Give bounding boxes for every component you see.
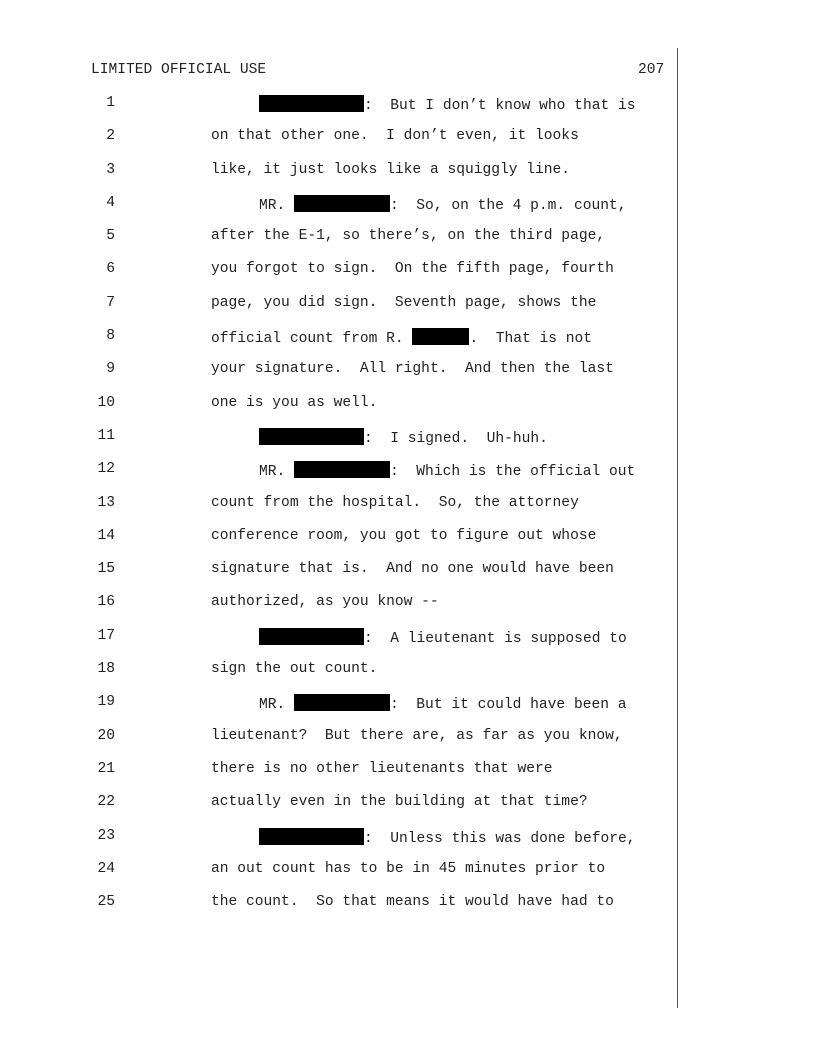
- line-number: 21: [97, 760, 115, 777]
- line-text-after-redaction: : But it could have been a: [390, 697, 627, 714]
- line-text: conference room, you got to figure out whose: [211, 527, 597, 544]
- transcript-line-18: [0, 661, 816, 694]
- line-text: [259, 95, 636, 114]
- speaker-prefix: MR.: [259, 464, 295, 481]
- line-text-after-redaction: : A lieutenant is supposed to: [364, 630, 627, 647]
- line-number: 7: [106, 294, 115, 311]
- line-text-after-redaction: . That is not: [469, 331, 593, 348]
- line-number: 5: [106, 228, 115, 245]
- line-text: you forgot to sign. On the fifth page, fourth: [211, 261, 614, 278]
- line-number: 11: [97, 427, 115, 444]
- line-text: authorized, as you know --: [211, 594, 439, 611]
- transcript-line-13: [0, 495, 816, 528]
- line-number: 23: [97, 827, 115, 844]
- transcript-line-10: [0, 395, 816, 428]
- line-text-after-redaction: : Which is the official out: [390, 464, 636, 481]
- redaction-block: [294, 694, 390, 711]
- line-number: 19: [97, 694, 115, 711]
- transcript-line-24: [0, 861, 816, 894]
- line-number: 16: [97, 594, 115, 611]
- line-text-after-redaction: : Unless this was done before,: [364, 830, 636, 847]
- transcript-line-12: [0, 461, 816, 494]
- transcript-line-17: [0, 628, 816, 661]
- transcript-line-9: [0, 361, 816, 394]
- line-number: 6: [106, 261, 115, 278]
- transcript-line-21: [0, 761, 816, 794]
- line-text-after-redaction: : I signed. Uh-huh.: [364, 430, 548, 447]
- line-number: 4: [106, 194, 115, 211]
- line-text: an out count has to be in 45 minutes prior to: [211, 860, 606, 877]
- speaker-prefix: MR.: [259, 697, 295, 714]
- line-text: [211, 328, 592, 347]
- line-text: the count. So that means it would have had to: [211, 894, 614, 911]
- line-text: [259, 195, 627, 214]
- redaction-block: [259, 828, 364, 845]
- classification-header: LIMITED OFFICIAL USE: [91, 62, 267, 78]
- line-text: count from the hospital. So, the attorney: [211, 494, 579, 511]
- line-text: sign the out count.: [211, 661, 378, 678]
- line-text: after the E-1, so there’s, on the third page,: [211, 228, 606, 245]
- line-text: lieutenant? But there are, as far as you know,: [211, 727, 623, 744]
- transcript-line-20: [0, 728, 816, 761]
- line-text: signature that is. And no one would have been: [211, 561, 614, 578]
- line-text: page, you did sign. Seventh page, shows the: [211, 294, 597, 311]
- transcript-line-11: [0, 428, 816, 461]
- transcript-line-1: [0, 95, 816, 128]
- line-number: 14: [97, 527, 115, 544]
- line-text: your signature. All right. And then the last: [211, 361, 614, 378]
- transcript-line-4: [0, 195, 816, 228]
- transcript-line-16: [0, 594, 816, 627]
- line-text: [259, 694, 627, 713]
- transcript-line-6: [0, 261, 816, 294]
- line-number: 1: [106, 95, 115, 111]
- line-number: 12: [97, 461, 115, 478]
- transcript-line-3: [0, 162, 816, 195]
- line-number: 24: [97, 860, 115, 877]
- line-number: 10: [97, 394, 115, 411]
- redaction-block: [294, 195, 390, 212]
- transcript-line-25: [0, 894, 816, 927]
- transcript-line-8: [0, 328, 816, 361]
- line-number: 8: [106, 328, 115, 345]
- line-text: there is no other lieutenants that were: [211, 760, 553, 777]
- transcript-line-15: [0, 561, 816, 594]
- line-number: 25: [97, 894, 115, 911]
- line-text: [259, 461, 635, 480]
- line-number: 18: [97, 661, 115, 678]
- line-text: actually even in the building at that time?: [211, 794, 588, 811]
- line-number: 22: [97, 794, 115, 811]
- redaction-block: [259, 428, 364, 445]
- line-text: [259, 428, 548, 447]
- line-text: on that other one. I don’t even, it looks: [211, 128, 579, 145]
- transcript-line-23: [0, 828, 816, 861]
- line-number: 9: [106, 361, 115, 378]
- redaction-block: [259, 628, 364, 645]
- transcript-line-22: [0, 794, 816, 827]
- transcript-line-5: [0, 228, 816, 261]
- line-text: like, it just looks like a squiggly line.: [211, 161, 571, 178]
- line-text: [259, 628, 627, 647]
- line-number: 13: [97, 494, 115, 511]
- page-number: 207: [638, 62, 665, 78]
- line-text-before-redaction: official count from R.: [211, 331, 413, 348]
- speaker-prefix: MR.: [259, 197, 295, 214]
- transcript-body: [0, 95, 816, 927]
- line-text: one is you as well.: [211, 394, 378, 411]
- line-text-after-redaction: : So, on the 4 p.m. count,: [390, 197, 627, 214]
- line-number: 17: [97, 627, 115, 644]
- line-number: 20: [97, 727, 115, 744]
- line-number: 15: [97, 561, 115, 578]
- line-text-after-redaction: : But I don’t know who that is: [364, 98, 636, 114]
- redaction-block: [412, 328, 469, 345]
- transcript-line-2: [0, 128, 816, 161]
- redaction-block: [259, 95, 364, 112]
- transcript-line-14: [0, 528, 816, 561]
- redaction-block: [294, 461, 390, 478]
- line-number: 3: [106, 161, 115, 178]
- line-number: 2: [106, 128, 115, 145]
- line-text: [259, 828, 636, 847]
- transcript-line-19: [0, 694, 816, 727]
- transcript-line-7: [0, 295, 816, 328]
